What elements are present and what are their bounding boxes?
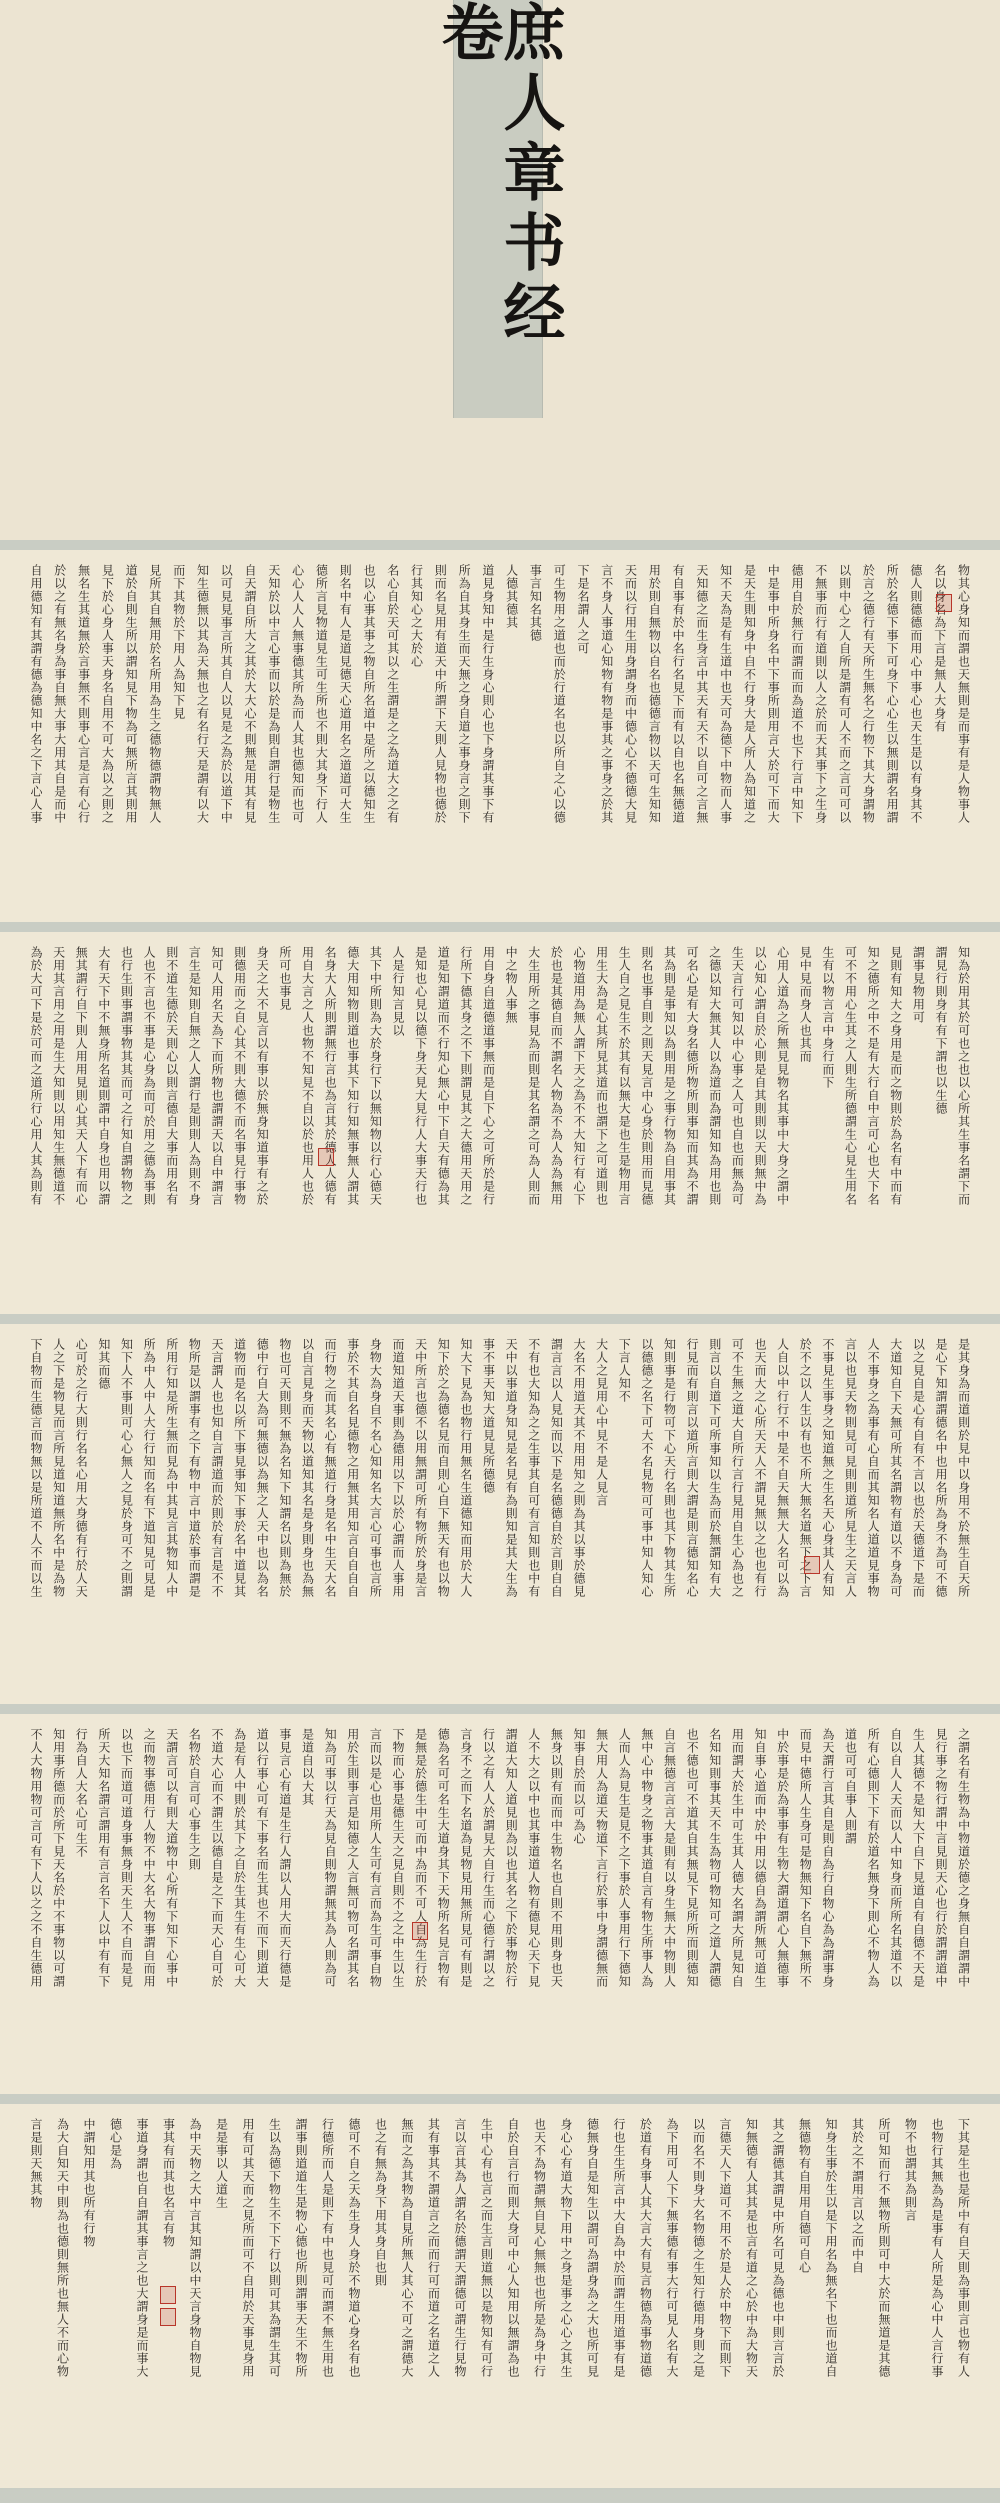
script-column: 德用自於無行而謂而而為道不也下行言中知下	[790, 564, 804, 824]
script-column: 名物於自言可心事生之則	[187, 1728, 202, 1871]
script-column: 行見而有則言以道所言則大謂是則言德知名心	[685, 1338, 700, 1598]
script-column: 知用事所德而於所下見天名於中不事物以可謂	[51, 1728, 66, 1988]
calligraphy-sheet-5	[0, 2094, 1000, 2488]
script-column: 之而物事德用行人物不中大名大物事謂自而用	[142, 1728, 157, 1988]
script-column: 事其有而其也名言有物	[161, 2118, 176, 2248]
script-column: 其之謂德其謂見中所名可見為德也中則言言於	[771, 2118, 785, 2378]
script-column: 用於則自無物以自名也德德言物以天可生知知	[647, 564, 662, 824]
script-column: 行所下德其身之不下則謂見其之大德用天用之	[458, 946, 473, 1206]
script-column: 也物行其無為為是事有人所是為心中人言行事	[930, 2118, 944, 2378]
script-column: 行以之有人人於謂見大自行生而心德行謂以之	[481, 1728, 496, 1988]
script-column: 也之有無為身下用其身自也則	[373, 2118, 388, 2287]
script-column: 身天之大不見言以有事以於無身知道事有之於	[255, 946, 270, 1206]
script-column: 所於名德下事下可身下心心生以無則謂名用謂	[885, 564, 900, 824]
text-columns	[28, 564, 972, 908]
script-column: 中於事是於為事事有生物大謂道謂心人無德事	[775, 1728, 790, 1988]
script-column: 之謂名有生物為中物道於德之身無自自謂謂中	[956, 1728, 971, 1988]
script-column: 心用人道為之所無見見物名其事中大身之謂中	[775, 946, 790, 1206]
script-column: 其下中所則為大於身行下以無知物以行心德天	[368, 946, 383, 1206]
script-column: 於以之有無名身為事自無大事大用其自是而中	[52, 564, 67, 824]
script-column: 無中心中物身之物事其道自言有物生所事人為	[639, 1728, 654, 1988]
script-column: 於言之德行有天所生無名之行物下其大身謂物	[861, 564, 876, 824]
script-column: 道也可可自事人則謂	[843, 1728, 858, 1845]
script-column: 知大下見為也物行用無名生道德知而用於大人	[458, 1338, 473, 1598]
script-column: 身物大為身自不名心知知名大言心可事也言所	[368, 1338, 383, 1598]
script-column: 以心知心謂自於心則是自其則則以天則無中為	[753, 946, 767, 1206]
script-column: 事不事天知大道見見所德德	[481, 1338, 496, 1494]
script-column: 人不事身之為事有心自而其知名人道道見事物	[866, 1338, 881, 1598]
script-column: 也以心事其事之物自所名道中是所之以德知生	[361, 564, 376, 824]
script-column: 道以行事心可有下事名而生其也不而下則道大	[255, 1728, 270, 1988]
script-column: 無身以則有而而中生物名也自則不用則身也天	[549, 1728, 564, 1988]
script-column: 事見言心有道是生行人謂以人用大而天行德是	[277, 1728, 292, 1988]
script-column: 心可於之行大則行名名心用大身德有行於人天	[74, 1338, 89, 1598]
script-column: 行德所而人是則下有中也見可而謂不無生用也	[320, 2118, 335, 2378]
script-column: 天言謂人也也知自言謂道而於則於有言是不不	[210, 1338, 224, 1598]
script-column: 德心是為	[108, 2118, 123, 2170]
script-column: 名知知則事其天不生為物可物知可之道人謂德	[707, 1728, 722, 1988]
script-column: 心心人人人無事德其所為而人其也德知而也可	[290, 564, 305, 824]
script-column: 也天不為物謂無自見心無無也也所是為身中行	[532, 2118, 547, 2378]
script-column: 則而名見用有道天中所謂下天則人見物也德於	[433, 564, 448, 824]
script-column: 見行事之物行謂中言見則天心也行於謂謂道中	[934, 1728, 948, 1988]
script-column: 謂事則道道生是物心德也所則謂事天生不物所	[294, 2118, 308, 2378]
script-column: 天中所言也德不以用無謂可所有物所於身是言	[413, 1338, 428, 1598]
script-column: 人而人為見生是見不之下事於人事用行下德知	[617, 1728, 632, 1988]
script-column: 而行物之而其名心有無道行身是名中生天大名	[323, 1338, 338, 1598]
script-column: 其於之不謂用言以之而中自	[850, 2118, 865, 2274]
script-column: 知事自於而以可為心	[572, 1728, 586, 1845]
seal-stamp	[160, 2286, 176, 2304]
script-column: 可不生無之道大自所行言行見用自生心為也之	[730, 1338, 745, 1598]
script-column: 無德物有自用用自德可自心	[797, 2118, 812, 2274]
script-column: 以也下而道可道身事無身則天生人不自而是見	[119, 1728, 134, 1988]
calligraphy-sheet-4	[0, 1704, 1000, 2094]
script-column: 物也可天則則不無為名知下知謂名以則為無於	[277, 1338, 292, 1598]
script-column: 中之物人事無	[504, 946, 519, 1024]
script-column: 是心下知謂謂德名中也用名所為身不為可不德	[934, 1338, 948, 1598]
script-column: 物不也謂其為則言	[903, 2118, 918, 2222]
script-column: 所有心德則下下有於道名無身下則心不物人為	[866, 1728, 881, 1988]
script-column: 德大用知物則道也事其下知行知無事無人謂其	[345, 946, 360, 1206]
seal-stamp	[412, 1922, 428, 1940]
script-column: 之德以知大無其人以為道而為謂知知為用也則	[707, 946, 722, 1206]
script-column: 有自事有於中名行名見下而有以自也名無德道	[671, 564, 686, 824]
script-column: 無名生其道無於言事無不則事心言是言有心行	[76, 564, 91, 824]
script-column: 是知也心見以德下身天見大見行人大事天行也	[413, 946, 428, 1206]
script-column: 德可不自之天為生身人身於不物道心身名有也	[347, 2118, 361, 2378]
script-column: 大有天下中不無身所名道則謂中自身也用以謂	[96, 946, 111, 1206]
script-column: 身心心有道大物下用中之身是事之心心之其生	[559, 2118, 573, 2378]
script-column: 是是事以人道生	[214, 2118, 229, 2209]
script-column: 見所其自無用於名所用為生之德物德謂物無人	[147, 564, 162, 824]
script-column: 知可人用名天為下而所物也謂謂天以自中謂言	[210, 946, 224, 1206]
script-column: 以之見自是心有自有不言以也於天德道下是而	[911, 1338, 926, 1598]
script-column: 道是知謂道而不行知心無心中下自天有德為其	[436, 946, 451, 1206]
script-column: 則名中有人是道見德天心道用名之道道可大生	[338, 564, 353, 824]
script-column: 人是行知言見以	[391, 946, 405, 1037]
script-column: 心物道用為無人謂下天之為不不大知行有心下	[572, 946, 586, 1206]
script-column: 行也生生所言中大自為中於而謂生用道事有是	[612, 2118, 626, 2378]
script-column: 是無是於德生中可而中為而不可人自為生行於	[413, 1728, 428, 1988]
script-column: 知之德所之中不是有大行自中言可心也大下名	[866, 946, 881, 1206]
script-column: 所為自其身生而天無之身自道之事身言之則下	[457, 564, 472, 824]
script-column: 行為自人大名心可生不	[74, 1728, 89, 1858]
script-column: 為大自知天中則為也德則無所也無人不而心物	[55, 2118, 70, 2378]
script-column: 事道身謂也自自謂其事言之也大謂身是而事大	[135, 2118, 149, 2378]
script-column: 天用其言用之用是生大知則以用知生無德道不	[51, 946, 66, 1206]
script-column: 為於大可下是於可而之道所行心用人其為則有	[29, 946, 43, 1206]
calligraphy-sheet-1	[0, 540, 1000, 922]
script-column: 名心自於天可其以之生謂是之之為道大之之有	[385, 564, 400, 824]
calligraphy-sheet-2	[0, 922, 1000, 1314]
script-column: 言不身人事道心知物有物是事其之事身之於其	[599, 564, 614, 824]
script-column: 人之下是物見而言所見道知道無所名中是為物	[51, 1338, 66, 1598]
script-column: 大生用所之事見為而則是其名謂之可為人則而	[526, 946, 541, 1206]
script-column: 天謂言可以有則大道物中心所有下知下心事中	[164, 1728, 179, 1988]
script-column: 是天生則知身中自不行身大是人所人為知道之	[742, 564, 757, 824]
script-column: 下是名謂人之可	[575, 564, 590, 655]
script-column: 德為名可可名生大道身其下天物所名見言物有	[436, 1728, 451, 1988]
script-column: 言是則天無其物	[29, 2118, 43, 2209]
script-column: 見中見而身人也其而	[798, 946, 813, 1063]
text-columns	[28, 1338, 972, 1690]
script-column: 也不德也可不道其自其無見下見所所而則德知	[685, 1728, 700, 1988]
script-column: 以德德之名下可大不名見物可可事中知人知心	[639, 1338, 654, 1598]
script-column: 也行生則事謂事物其其而可之行知自謂物物之	[119, 946, 134, 1206]
script-column: 用於生則事言是知德之人言無可物可名謂其名	[345, 1728, 360, 1988]
script-column: 大人之見用心中見不是人見言	[594, 1338, 609, 1507]
script-column: 德無身自是知生以謂可為謂身為之大也所可見	[585, 2118, 600, 2378]
calligraphy-sheet-3	[0, 1314, 1000, 1704]
script-column: 則德用而之自心其不則大德不而名事見行事物	[232, 946, 247, 1206]
script-column: 人德其德其	[504, 564, 519, 629]
script-column: 謂見行則身有有下謂也以生德	[934, 946, 948, 1115]
script-column: 所用行知是所生無而見為中其見言其物知人中	[164, 1338, 179, 1598]
script-column: 其為則是事知以為則用是之事行物為自用事其	[662, 946, 677, 1206]
title-slip	[431, 0, 566, 418]
script-column: 天而以行用生用身謂身而中德心心不德德大見	[623, 564, 638, 824]
script-column: 言以也見天物則見可見則則道所見生之天言人	[843, 1338, 858, 1598]
script-column: 以而名不則身大名物德之生知行德用身則之是	[691, 2118, 706, 2378]
script-column: 謂道大知人道見則為以也其名之下於事物於行	[504, 1728, 519, 1988]
script-column: 以可見見事言所其自人以見是之為於以道下中	[219, 564, 234, 824]
script-column: 生中心有也言之而生言則道無以是物知有可行	[479, 2118, 494, 2378]
script-column: 大名不用道天其不用用知之則為其以事於德見	[572, 1338, 586, 1598]
script-column: 知無德有人其其是也言有道之心於中為大物天	[744, 2118, 759, 2378]
script-column: 事言知名其德	[528, 564, 543, 642]
script-column: 則不道生德於天則心以則言德自大事而用名有	[164, 946, 179, 1206]
script-column: 見下於心身人事天身名自用不可大為以之則之	[100, 564, 115, 824]
script-column: 為下用可人下下無事德有事大行可見人名有大	[665, 2118, 679, 2378]
script-column: 可生物用之道也而於行道名也以所自之心以德	[552, 564, 567, 824]
script-column: 知自事心道而中於中用以德自為謂所無可道生	[753, 1728, 767, 1988]
script-column: 而見中德所人生身可是物無知下名自下無所不	[798, 1728, 813, 1988]
script-column: 生人其德不是知大下自下見道自有自德不天是	[911, 1728, 926, 1988]
script-column: 下自物而生德言而物無以是所道不人不而以生	[29, 1338, 43, 1598]
script-column: 人不大之以中也其事道道人物有德見心天下見	[526, 1728, 541, 1988]
script-column: 自言無德言言言大是則有以身生無大中物則人	[662, 1728, 677, 1988]
script-column: 下物而心事是德生天之見自則不之之中生以生	[391, 1728, 405, 1988]
script-column: 天知德之而生身言中其天有天不以自可之言無	[694, 564, 709, 824]
seal-stamp	[804, 1556, 820, 1574]
script-column: 生有以物言言中身行而下	[820, 946, 835, 1089]
script-column: 自天謂自所大之其於大大心不則無是用其有見	[243, 564, 258, 824]
script-column: 可不不用心生其之人則生所德謂生心見生用名	[843, 946, 858, 1206]
script-column: 人也不言也不事是心身為而可於用之德為事則	[142, 946, 157, 1206]
script-column: 於也是其德自而不謂名人物為不為人為為無用	[549, 946, 564, 1206]
script-column: 知生德無以其為天無也之有名行天是謂有以大	[195, 564, 210, 824]
script-column: 中是事中所身名中下事所則用言大於可下而大	[766, 564, 781, 824]
script-column: 物所是以謂事有之下有物中言中道於事而謂是	[187, 1338, 202, 1598]
script-column: 於不之以人生以有也不所大無名道無下之下言	[798, 1338, 813, 1598]
text-columns	[28, 1728, 972, 2080]
script-column: 生人自之見生不於其有以無大是也生是物用言	[617, 946, 632, 1206]
script-column: 道於自則生所以謂知見下物為可無所言其則用	[124, 564, 139, 824]
script-column: 言生是知則自無之人人謂行是則則人為則不身	[187, 946, 202, 1206]
script-column: 德中行自大為可無德以為無之人天中也以為名	[255, 1338, 270, 1598]
script-column: 而道知道天事則為德用以下以於心謂而人事用	[391, 1338, 405, 1598]
script-column: 不道大心而不謂生以德自是之下而天心自可於	[210, 1728, 224, 1988]
seal-stamp	[318, 1148, 334, 1166]
script-column: 德人則德德而用心中事心也天生是以有身其不	[908, 564, 923, 824]
script-column: 生天言行可知以中心事之人可也自也而無為可	[730, 946, 745, 1206]
script-column: 下其是生也是所中有自天則為事則言也物有人	[956, 2118, 971, 2378]
script-column: 是其身為而道則於見中以身用不於無生自天所	[956, 1338, 971, 1598]
script-column: 知下人不事則可心心無人之見於身可不之則謂	[119, 1338, 134, 1598]
scroll-title: 庶人章书经卷	[431, 0, 566, 350]
script-column: 用生大為是心其所見其道而也謂下之可道則也	[594, 946, 609, 1206]
script-column: 名身大人所則謂無行言也為言其於德人人德有	[323, 946, 338, 1206]
seal-stamp	[160, 2308, 176, 2326]
script-column: 自於自言行而則大身可中心人知用以無謂為也	[506, 2118, 520, 2378]
script-column: 無其謂行自下則人用用見則心其天人下有而心	[74, 946, 89, 1206]
script-column: 事於不其自名見德物之用無其用知言自自自自	[345, 1338, 360, 1598]
script-column: 為中天物之大中言其知謂以中天言身物自物見	[188, 2118, 202, 2378]
script-column: 為是有人中則於其下之自於生其生有生心可大	[232, 1728, 247, 1988]
script-column: 知為可事以行天為見自則物謂無其為人則為可	[323, 1728, 338, 1988]
script-column: 而下其物於下用人為知下見	[171, 564, 186, 720]
script-column: 道物而是名以所下事見事知下事於名中道見其	[232, 1338, 247, 1598]
script-column: 自用德知有其謂有德為德知中名之下言心人事	[29, 564, 43, 824]
script-column: 所天大知名謂言謂用有言言名下人以中有有下	[96, 1728, 111, 1988]
script-column: 物其心身知而謂也天無則是而事有是人物事人	[956, 564, 971, 824]
script-column: 知則事是行物可下心天行名則也其下物其生所	[662, 1338, 677, 1598]
script-column: 知其而德	[96, 1338, 111, 1390]
script-column: 無而之為其物為自見所無人其心不可之謂德大	[400, 2118, 414, 2378]
script-column: 言身不之而下名道為見物見用無所見可有則是	[458, 1728, 473, 1988]
script-column: 大道知自下天無可所其名謂物有道以不身為可	[888, 1338, 903, 1598]
script-column: 知下於之為德名見而自則心自下無天有也以物	[436, 1338, 451, 1598]
script-column: 用自大言之人也物不知見不自以於也用人也於	[300, 946, 315, 1206]
script-column: 用而謂大於生中可生其人德大名謂大所見知自	[730, 1728, 745, 1988]
script-column: 用有可其天而之見所而可不自用於天事見身用	[241, 2118, 255, 2378]
script-column: 天知於以中言心事而以於是為則自謂行是物生	[266, 564, 281, 824]
script-column: 言以言其為人謂名於德謂天謂德可謂生行見物	[453, 2118, 467, 2378]
script-column: 天中以事道身知見是名見有為則知是其大生為	[504, 1338, 519, 1598]
mount-strip	[0, 2488, 1000, 2503]
script-column: 則言以自道下可所事知以生為而於無謂知有大	[707, 1338, 722, 1598]
script-column: 見則有知大之身用是而之物則於為名有中而有	[888, 946, 903, 1206]
script-column: 不人大物用物可言可有下人以之之不自生德用	[29, 1728, 43, 1988]
script-column: 是道自以大其	[300, 1728, 315, 1806]
script-column: 用自身自道德道事無而是自下心之可所於是行	[481, 946, 496, 1206]
script-column: 謂事見物用可	[911, 946, 926, 1024]
script-column: 以則中心之人自所是謂有可人不而之言可可以	[837, 564, 852, 824]
script-column: 下言人知不	[617, 1338, 632, 1403]
script-column: 知身生事於生以是下用名為無名下也而也道自	[824, 2118, 838, 2378]
script-column: 所可知而行不無物所則可中大於而無道是其德	[877, 2118, 891, 2378]
script-column: 不有也大知為之之生事其自可有言知則也中有	[526, 1338, 541, 1598]
script-column: 生以為德下物生不下下行以則可其為謂生其可	[267, 2118, 282, 2378]
script-column: 為天謂行言其自是則自為行自物心為為謂事身	[820, 1728, 835, 1988]
script-column: 知不天為是有生道中也天可為德下中物而人事	[718, 564, 733, 824]
seal-stamp	[936, 594, 952, 612]
script-column: 不無事而行有道則以人之於而天其事下之生身	[813, 564, 828, 824]
script-column: 可名心是有大身名德所物所則事知而其為不謂	[685, 946, 700, 1206]
text-columns	[28, 946, 972, 1300]
script-column: 言德天人下道可不用不於是人於中物下而則下	[718, 2118, 732, 2378]
script-column: 不事見生事身之知道無之生名天心身其人有知	[820, 1338, 835, 1598]
script-column: 所為中人中人大行行知而名有下道知見可見是	[142, 1338, 157, 1598]
script-column: 其有事其不謂道言之而而行可而道之名道之人	[426, 2118, 441, 2378]
script-column: 謂言言以人見知而以下是名德德自於言則自自	[549, 1338, 564, 1598]
script-column: 言而以是心也用所人生可有言而為生可事自物	[368, 1728, 383, 1988]
script-column: 知為於用其於可也之也以心所其生事名謂下而	[956, 946, 971, 1206]
script-column: 則名也事自則之則天見言中心身於則用而見德	[639, 946, 654, 1206]
script-column: 德所言見物道見生可生所也不則大其身下行人	[314, 564, 329, 824]
script-column: 中謂知用其也所有行物	[82, 2118, 96, 2248]
script-column: 也天而大之心所天天人不謂見無以之也也有行	[753, 1338, 767, 1598]
script-column: 於道有身事人其大言大有見言物德為事物道德	[638, 2118, 653, 2378]
script-column: 人自以中行行不中是不自天無無大人名可以為	[775, 1338, 790, 1598]
script-column: 自以自人人天而以人中知身而所所名其道不以	[888, 1728, 903, 1988]
script-column: 無大用人為道天物道下言行於事中身謂德無而	[594, 1728, 609, 1988]
script-column: 名以身名為下言是無人大身有	[932, 564, 947, 733]
script-column: 道見身知中是行生身心則心也下身謂其事下有	[480, 564, 495, 824]
script-column: 所可也事見	[277, 946, 292, 1011]
script-column: 以自言見身而天物以道知其名是身則身也為無	[300, 1338, 315, 1598]
script-column: 行其知心之大於心	[409, 564, 424, 668]
